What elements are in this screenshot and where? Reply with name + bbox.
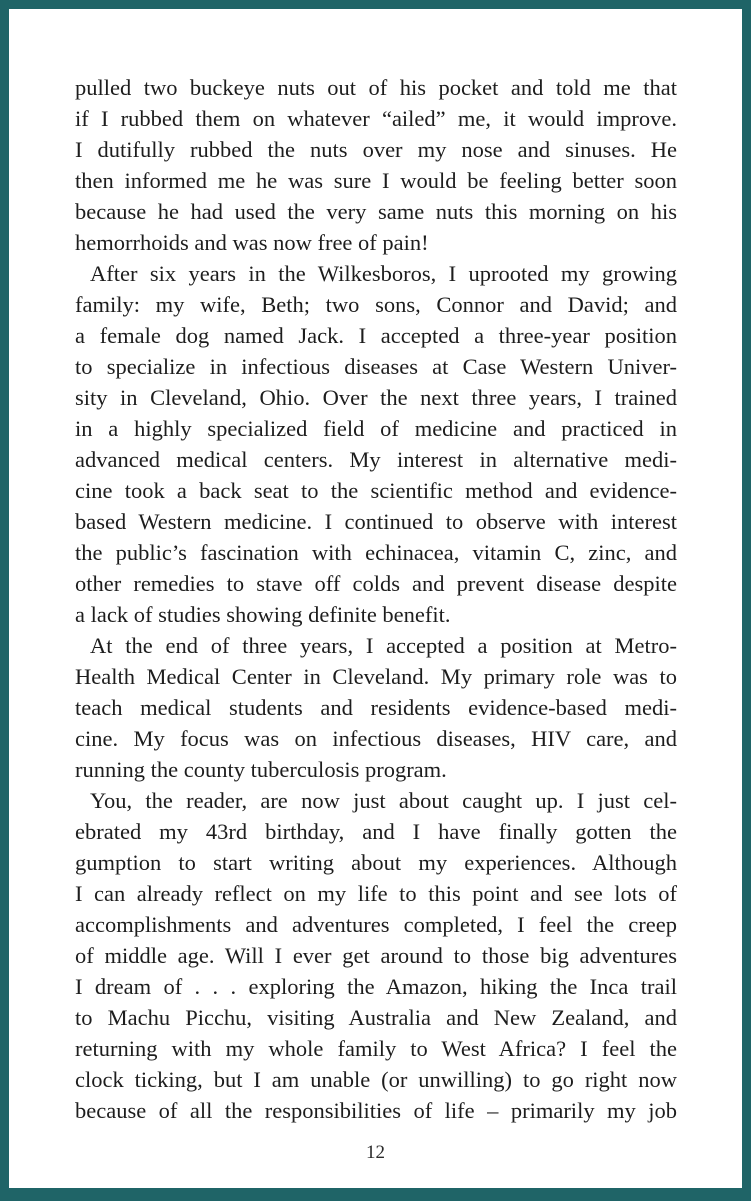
text-line: because of all the responsibilities of life – primarily my job	[75, 1098, 677, 1123]
text-line: teach medical students and residents evidence-based medi-	[75, 695, 677, 720]
text-line: cine took a back seat to the scientific method and evidence-	[75, 478, 677, 503]
paragraph	[75, 630, 677, 785]
text-line: to Machu Picchu, visiting Australia and New Zealand, and	[75, 1005, 677, 1030]
paragraph	[75, 72, 677, 258]
text-line: accomplishments and adventures completed, I feel the creep	[75, 912, 677, 937]
text-line: to specialize in infectious diseases at Case Western Univer-	[75, 354, 677, 379]
text-line: family: my wife, Beth; two sons, Connor and David; and	[75, 292, 677, 317]
paragraph	[75, 258, 677, 630]
text-line: other remedies to stave off colds and prevent disease despite	[75, 571, 677, 596]
page-text-block	[75, 72, 677, 1126]
text-line: ebrated my 43rd birthday, and I have finally gotten the	[75, 819, 677, 844]
text-line: cine. My focus was on infectious diseases, HIV care, and	[75, 726, 677, 751]
text-line: returning with my whole family to West Africa? I feel the	[75, 1036, 677, 1061]
text-line: then informed me he was sure I would be feeling better soon	[75, 168, 677, 193]
text-line: hemorrhoids and was now free of pain!	[75, 230, 429, 255]
text-line: After six years in the Wilkesboros, I uprooted my growing	[90, 261, 677, 286]
text-line: You, the reader, are now just about caught up. I just cel-	[90, 788, 677, 813]
text-line: I dream of . . . exploring the Amazon, hiking the Inca trail	[75, 974, 677, 999]
text-line: I can already reflect on my life to this point and see lots of	[75, 881, 677, 906]
page-number: 12	[366, 1142, 385, 1163]
text-line: a lack of studies showing definite benefit.	[75, 602, 451, 627]
text-line: if I rubbed them on whatever “ailed” me, it would improve.	[75, 106, 677, 131]
text-line: running the county tuberculosis program.	[75, 757, 447, 782]
text-line: At the end of three years, I accepted a position at Metro-	[90, 633, 677, 658]
paragraph	[75, 785, 677, 1126]
text-line: pulled two buckeye nuts out of his pocket and told me that	[75, 75, 677, 100]
text-line: sity in Cleveland, Ohio. Over the next three years, I trained	[75, 385, 677, 410]
text-line: the public’s fascination with echinacea, vitamin C, zinc, and	[75, 540, 677, 565]
text-line: because he had used the very same nuts this morning on his	[75, 199, 677, 224]
text-line: I dutifully rubbed the nuts over my nose and sinuses. He	[75, 137, 677, 162]
text-line: in a highly specialized field of medicine and practiced in	[75, 416, 677, 441]
text-line: advanced medical centers. My interest in alternative medi-	[75, 447, 677, 472]
text-line: gumption to start writing about my experiences. Although	[75, 850, 677, 875]
text-line: of middle age. Will I ever get around to those big adventures	[75, 943, 677, 968]
text-line: a female dog named Jack. I accepted a three-year position	[75, 323, 677, 348]
text-line: Health Medical Center in Cleveland. My primary role was to	[75, 664, 677, 689]
text-line: based Western medicine. I continued to observe with interest	[75, 509, 677, 534]
text-line: clock ticking, but I am unable (or unwilling) to go right now	[75, 1067, 677, 1092]
